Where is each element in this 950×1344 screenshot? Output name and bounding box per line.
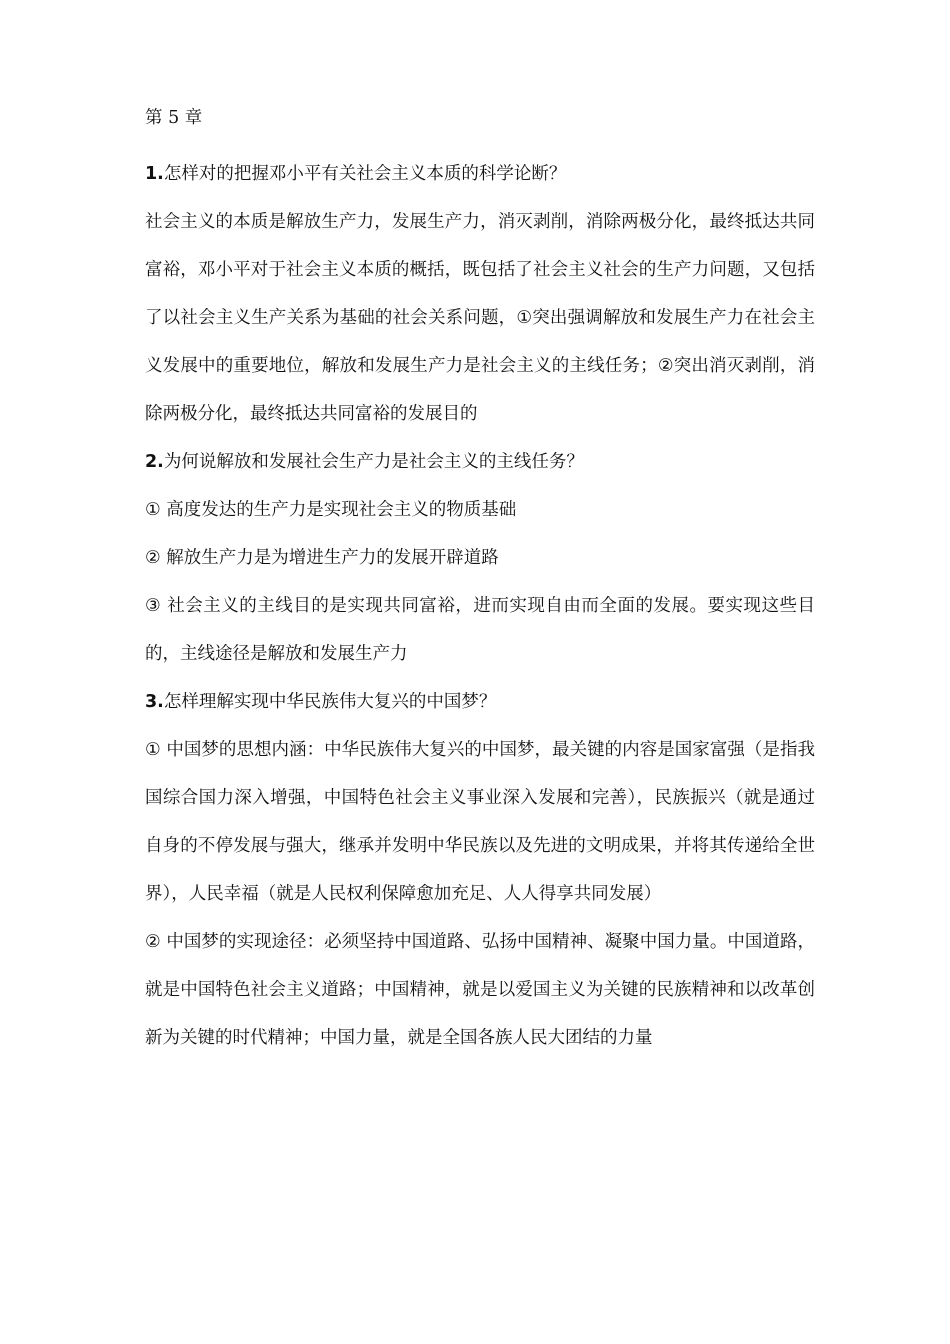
question-heading: [145, 438, 815, 486]
question-heading: [145, 150, 815, 198]
question-heading: [145, 678, 815, 726]
answer-paragraph: 社会主义的本质是解放生产力，发展生产力，消灭剥削，消除两极分化，最终抵达共同富裕，邓小平对于社会主义本质的概括，既包括了社会主义社会的生产力问题，又包括了以社会主义生产关系为基础的社会关系问题，①突出强调解放和发展生产力在社会主义发展中的重要地位，解放和发展生产力是社会主义的主线任务；②突出消灭剥削，消除两极分化，最终抵达共同富裕的发展目的: [145, 212, 815, 424]
question-text: 怎样理解实现中华民族伟大复兴的中国梦？: [163, 692, 497, 712]
question-number: 2.: [145, 452, 164, 472]
document-content: [145, 106, 815, 1062]
question-number: 3.: [145, 692, 164, 712]
question-number: 1.: [145, 164, 164, 184]
question-text: 为何说解放和发展社会生产力是社会主义的主线任务？: [163, 452, 584, 472]
chapter-heading: 第 5 章: [145, 108, 203, 128]
section-1: [145, 150, 815, 438]
section-3: [145, 678, 815, 1062]
question-text: 怎样对的把握邓小平有关社会主义本质的科学论断？: [163, 164, 567, 184]
answer-point: ② 解放生产力是为增进生产力的发展开辟道路: [145, 548, 499, 568]
answer-point: ① 高度发达的生产力是实现社会主义的物质基础: [145, 500, 517, 520]
answer-point: ① 中国梦的思想内涵：中华民族伟大复兴的中国梦，最关键的内容是国家富强（是指我国综合国力深入增强，中国特色社会主义事业深入发展和完善），民族振兴（就是通过自身的不停发展与强大，继承并发明中华民族以及先进的文明成果，并将其传递给全世界），人民幸福（就是人民权利保障愈加充足、人人得享共同发展）: [145, 740, 815, 904]
answer-point: ③ 社会主义的主线目的是实现共同富裕，进而实现自由而全面的发展。要实现这些目的，主线途径是解放和发展生产力: [145, 596, 815, 664]
answer-point: ② 中国梦的实现途径：必须坚持中国道路、弘扬中国精神、凝聚中国力量。中国道路，就是中国特色社会主义道路；中国精神，就是以爱国主义为关键的民族精神和以改革创新为关键的时代精神；中国力量，就是全国各族人民大团结的力量: [145, 932, 815, 1048]
section-2: [145, 438, 815, 678]
